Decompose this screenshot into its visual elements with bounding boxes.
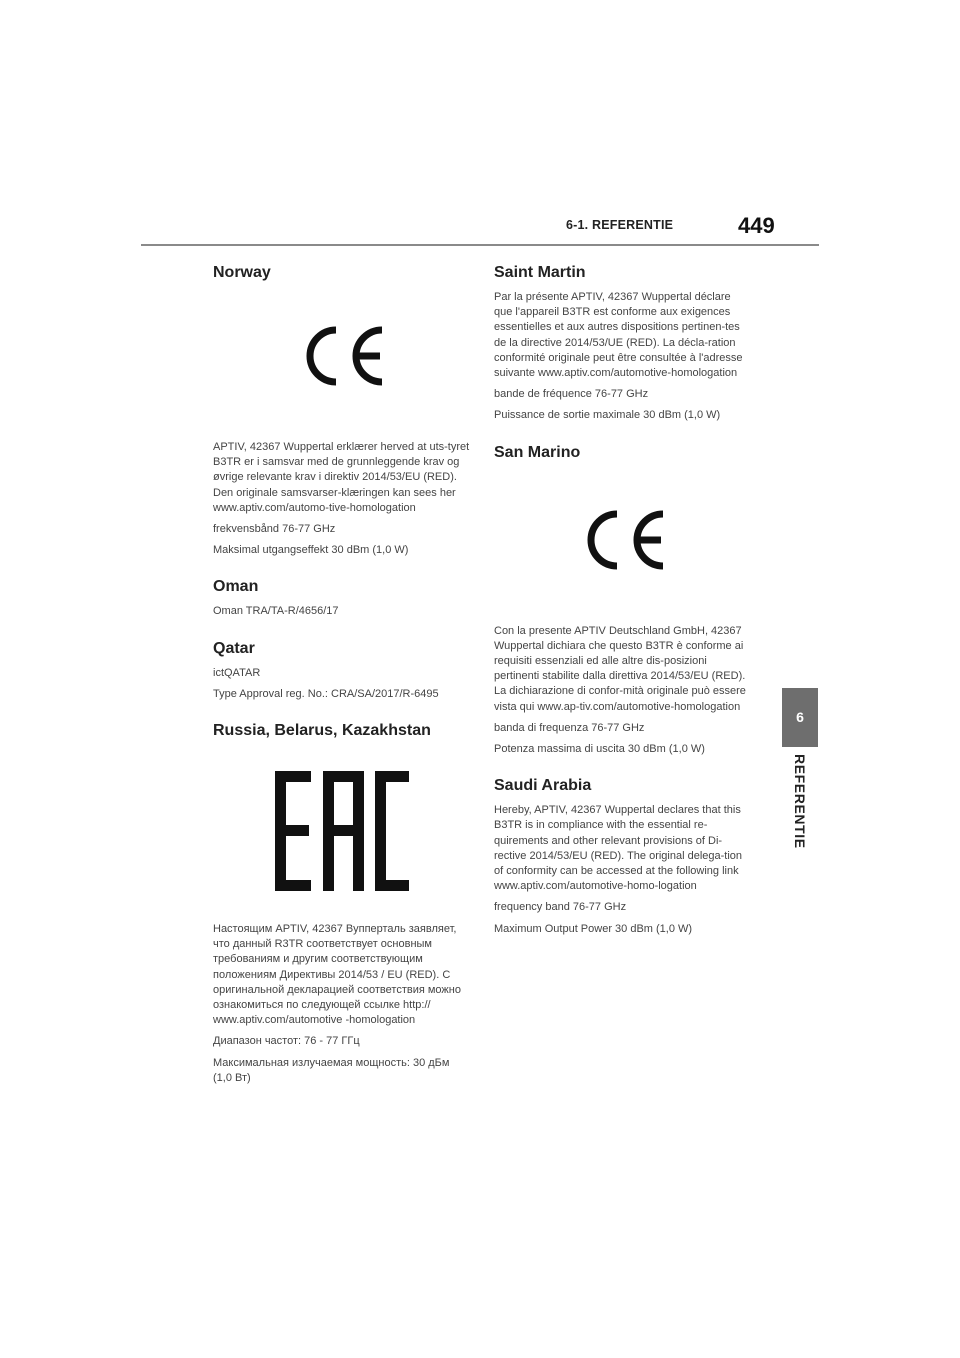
qatar-line1: ictQATAR bbox=[213, 666, 261, 679]
saudi-arabia-body: Hereby, APTIV, 42367 Wuppertal declares that this B3TR is in compliance with the essential re-quirements and other relevant provisions of Di-rective 2014/53/EU (RED). The original delega-tion of conformity can be accessed at the following link www.aptiv.com/automotive-homo-logation bbox=[494, 804, 743, 893]
norway-body: APTIV, 42367 Wuppertal erklærer herved at uts-tyret B3TR er i samsvar med de grunnleggende krav og øvrige relevante krav i direktiv 2014/53/EU (RED). Den originale samsvarser-klæringen kan sees her www.aptiv.com/automo-tive-homologation bbox=[213, 441, 470, 514]
ce-mark-icon bbox=[296, 324, 388, 388]
san-marino-power: Potenza massima di uscita 30 dBm (1,0 W) bbox=[494, 743, 705, 756]
russia-power: Максимальная излучаемая мощность: 30 дБм (1,0 Вт) bbox=[213, 1056, 450, 1084]
russia-logo bbox=[213, 748, 471, 914]
saint-martin-body: Par la présente APTIV, 42367 Wuppertal déclare que l'appareil B3TR est conforme aux exigences essentielles et aux autres dispositions pertinen-tes de la directive 2014/53/UE (RED). La décla-ration conformité originale peut être consultée à l'adresse suivante www.aptiv.com/automotive-homologation bbox=[494, 291, 743, 380]
saint-martin-power: Puissance de sortie maximale 30 dBm (1,0 W) bbox=[494, 409, 721, 422]
norway-logo bbox=[213, 290, 471, 422]
san-marino-band: banda di frequenza 76-77 GHz bbox=[494, 721, 645, 734]
russia-section bbox=[213, 720, 471, 1086]
oman-title: Oman bbox=[213, 578, 259, 596]
qatar-section bbox=[213, 638, 471, 702]
norway-band: frekvensbånd 76-77 GHz bbox=[213, 523, 336, 536]
qatar-title: Qatar bbox=[213, 639, 255, 657]
oman-section bbox=[213, 576, 471, 619]
saint-martin-band: bande de fréquence 76-77 GHz bbox=[494, 388, 649, 401]
header-divider bbox=[141, 244, 819, 246]
oman-text: Oman TRA/TA-R/4656/17 bbox=[213, 605, 339, 618]
left-column bbox=[213, 262, 471, 1092]
chapter-label: REFERENTIE bbox=[792, 754, 808, 849]
san-marino-section bbox=[494, 442, 752, 758]
ce-mark-icon bbox=[577, 508, 669, 572]
chapter-number: 6 bbox=[796, 709, 804, 725]
saint-martin-title: Saint Martin bbox=[494, 264, 586, 281]
norway-title: Norway bbox=[213, 264, 271, 281]
eac-mark-icon bbox=[273, 769, 411, 893]
saudi-arabia-power: Maximum Output Power 30 dBm (1,0 W) bbox=[494, 922, 693, 935]
right-column bbox=[494, 262, 752, 943]
russia-title: Russia, Belarus, Kazakhstan bbox=[213, 722, 431, 740]
san-marino-body: Con la presente APTIV Deutschland GmbH, 42367 Wuppertal dichiara che questo B3TR è conforme ai requisiti essenziali ed alle altre dis-posizioni pertinenti stabilite dalla direttiva 2014/53/EU (RED). La dichiarazione di confor-mità originale può essere vista qui www.ap-tiv.com/automotive-homologation bbox=[494, 624, 746, 713]
norway-power: Maksimal utgangseffekt 30 dBm (1,0 W) bbox=[213, 544, 409, 557]
saudi-arabia-section bbox=[494, 775, 752, 937]
saint-martin-section bbox=[494, 262, 752, 424]
page-number: 449 bbox=[738, 213, 775, 238]
russia-body: Настоящим APTIV, 42367 Вупперталь заявляет, что данный R3TR соответствует основным требованиям и другим соответствующим положениям Директивы 2014/53 / EU (RED). С оригинальной декларацией соответствия можно ознакомиться по следующей ссылке http:// www.aptiv.com/automotive -homologation bbox=[213, 923, 461, 1027]
saudi-arabia-title: Saudi Arabia bbox=[494, 777, 592, 795]
san-marino-title: San Marino bbox=[494, 443, 581, 461]
section-header: 6-1. REFERENTIE bbox=[566, 218, 674, 232]
san-marino-logo bbox=[494, 470, 752, 610]
chapter-tab[interactable] bbox=[782, 688, 818, 747]
chapter-side-label bbox=[774, 754, 826, 850]
russia-band: Диапазон частот: 76 - 77 ГГц bbox=[213, 1035, 360, 1048]
saudi-arabia-band: frequency band 76-77 GHz bbox=[494, 901, 627, 914]
norway-section bbox=[213, 262, 471, 558]
qatar-line2: Type Approval reg. No.: CRA/SA/2017/R-6495 bbox=[213, 687, 439, 700]
